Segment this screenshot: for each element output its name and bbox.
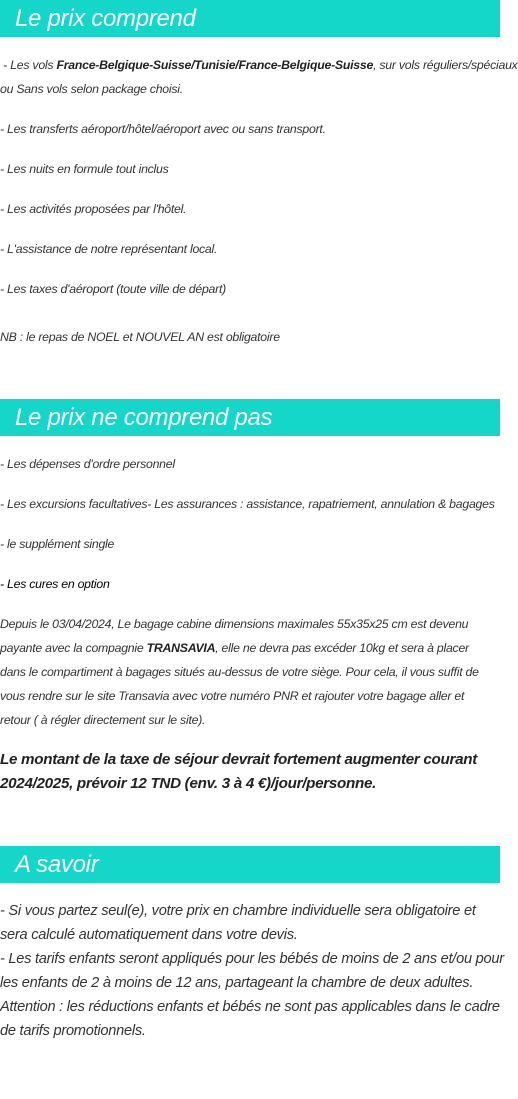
activities-item: - Les activités proposées par l'hôtel. — [0, 202, 187, 216]
baggage-note-line-3: dans le compartiment à bagages situés au-dessus de votre siège. Pour cela, il vous suffit de — [0, 665, 479, 679]
baggage-note-line-4: vous rendre sur le site Transavia avec votre numéro PNR et rajouter votre bagage aller et — [0, 689, 465, 703]
info-line-3: - Les tarifs enfants seront appliqués pour les bébés de moins de 2 ans et/ou pour — [0, 951, 504, 967]
tax-notice-line-1: Le montant de la taxe de séjour devrait fortement augmenter courant — [0, 751, 477, 768]
assistance-item: - L'assistance de notre représentant local. — [0, 242, 218, 256]
baggage-note-line-2 — [0, 636, 500, 660]
baggage-note-line-1: Depuis le 03/04/2024, Le bagage cabine dimensions maximales 55x35x25 cm est devenu — [0, 617, 469, 631]
flights-route: France-Belgique-Suisse/Tunisie/France-Belgique-Suisse — [56, 58, 374, 72]
flights-line: - Les vols France-Belgique-Suisse/Tunisie/France-Belgique-Suisse, sur vols réguliers/spéciaux — [0, 58, 518, 72]
section-title-excludes: Le prix ne comprend pas — [0, 399, 500, 436]
flights-line-2: ou Sans vols selon package choisi. — [0, 82, 183, 96]
nights-item: - Les nuits en formule tout inclus — [0, 162, 169, 176]
airline-name: TRANSAVIA — [146, 641, 216, 655]
flights-label: Les vols — [10, 58, 54, 72]
excursions-insurance-item: - Les excursions facultatives- Les assurances : assistance, rapatriement, annulation & bagages — [0, 497, 495, 511]
nb-note: NB : le repas de NOEL et NOUVEL AN est obligatoire — [0, 330, 280, 344]
single-supplement-item: - le supplément single — [0, 537, 115, 551]
airport-taxes-item: - Les taxes d'aéroport (toute ville de départ) — [0, 282, 226, 296]
baggage-note-text-2: , elle ne devra pas excéder 10kg et sera à placer — [215, 641, 469, 655]
info-line-2: sera calculé automatiquement dans votre devis. — [0, 927, 298, 943]
tax-notice-line-2: 2024/2025, prévoir 12 TND (env. 3 à 4 €)/jour/personne. — [0, 775, 377, 792]
transfers-item: - Les transferts aéroport/hôtel/aéroport avec ou sans transport. — [0, 122, 326, 136]
info-line-5: Attention : les réductions enfants et bébés ne sont pas applicables dans le cadre — [0, 999, 500, 1015]
baggage-note-line-5: retour ( à régler directement sur le site). — [0, 713, 206, 727]
section-title-includes: Le prix comprend — [0, 0, 500, 37]
flights-type: , sur vols réguliers/spéciaux — [373, 58, 518, 72]
personal-expenses-item: - Les dépenses d'ordre personnel — [0, 457, 175, 471]
cures-item: - Les cures en option — [0, 577, 110, 591]
info-line-6: de tarifs promotionnels. — [0, 1023, 146, 1039]
section-title-good-to-know: A savoir — [0, 846, 500, 883]
baggage-note-text: payante avec la compagnie — [0, 641, 147, 655]
info-line-1: - Si vous partez seul(e), votre prix en chambre individuelle sera obligatoire et — [0, 903, 476, 919]
info-line-4: les enfants de 2 à moins de 12 ans, partageant la chambre de deux adultes. — [0, 975, 474, 991]
